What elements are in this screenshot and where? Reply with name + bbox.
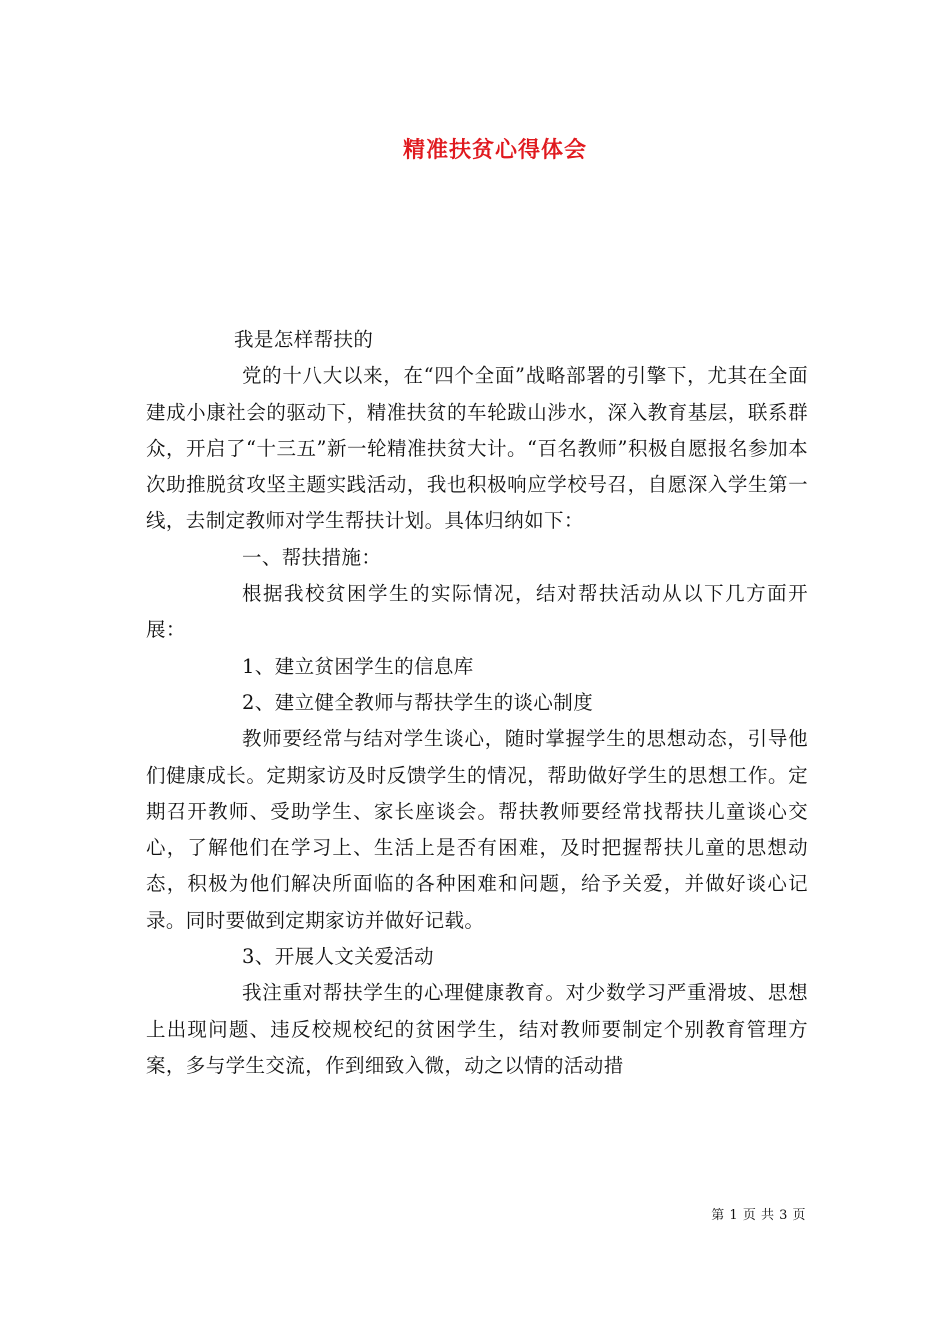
paragraph-item-2: 教师要经常与结对学生谈心，随时掌握学生的思想动态，引导他们健康成长。定期家访及时反馈学生的情况，帮助做好学生的思想工作。定期召开教师、受助学生、家长座谈会。帮扶教师要经常找帮扶儿童谈心交心，了解他们在学习上、生活上是否有困难，及时把握帮扶儿童的思想动态，积极为他们解决所面临的各种困难和问题，给予关爱，并做好谈心记录。同时要做到定期家访并做好记载。 xyxy=(146,727,808,932)
document-title: 精准扶贫心得体会 xyxy=(402,137,587,163)
paragraph-measures: 根据我校贫困学生的实际情况，结对帮扶活动从以下几方面开展： xyxy=(146,582,808,642)
paragraph-item-3: 我注重对帮扶学生的心理健康教育。对少数学习严重滑坡、思想上出现问题、违反校规校纪的贫困学生，结对教师要制定个别教育管理方案，多与学生交流，作到细致入微，动之以情的活动措 xyxy=(146,981,808,1077)
item-1: 1、建立贫困学生的信息库 xyxy=(242,654,474,678)
document-body xyxy=(146,322,808,1084)
item-2: 2、建立健全教师与帮扶学生的谈心制度 xyxy=(242,690,594,714)
page-footer: 第 1 页 共 3 页 xyxy=(711,1208,806,1223)
paragraph-intro: 党的十八大以来，在“四个全面”战略部署的引擎下，尤其在全面建成小康社会的驱动下，精准扶贫的车轮跋山涉水，深入教育基层，联系群众，开启了“十三五”新一轮精准扶贫大计。“百名教师”积极自愿报名参加本次助推脱贫攻坚主题实践活动，我也积极响应学校号召，自愿深入学生第一线，去制定教师对学生帮扶计划。具体归纳如下： xyxy=(146,364,808,533)
item-3: 3、开展人文关爱活动 xyxy=(242,945,434,969)
heading-measures: 一、帮扶措施： xyxy=(242,545,382,569)
section-subtitle: 我是怎样帮扶的 xyxy=(234,328,374,351)
